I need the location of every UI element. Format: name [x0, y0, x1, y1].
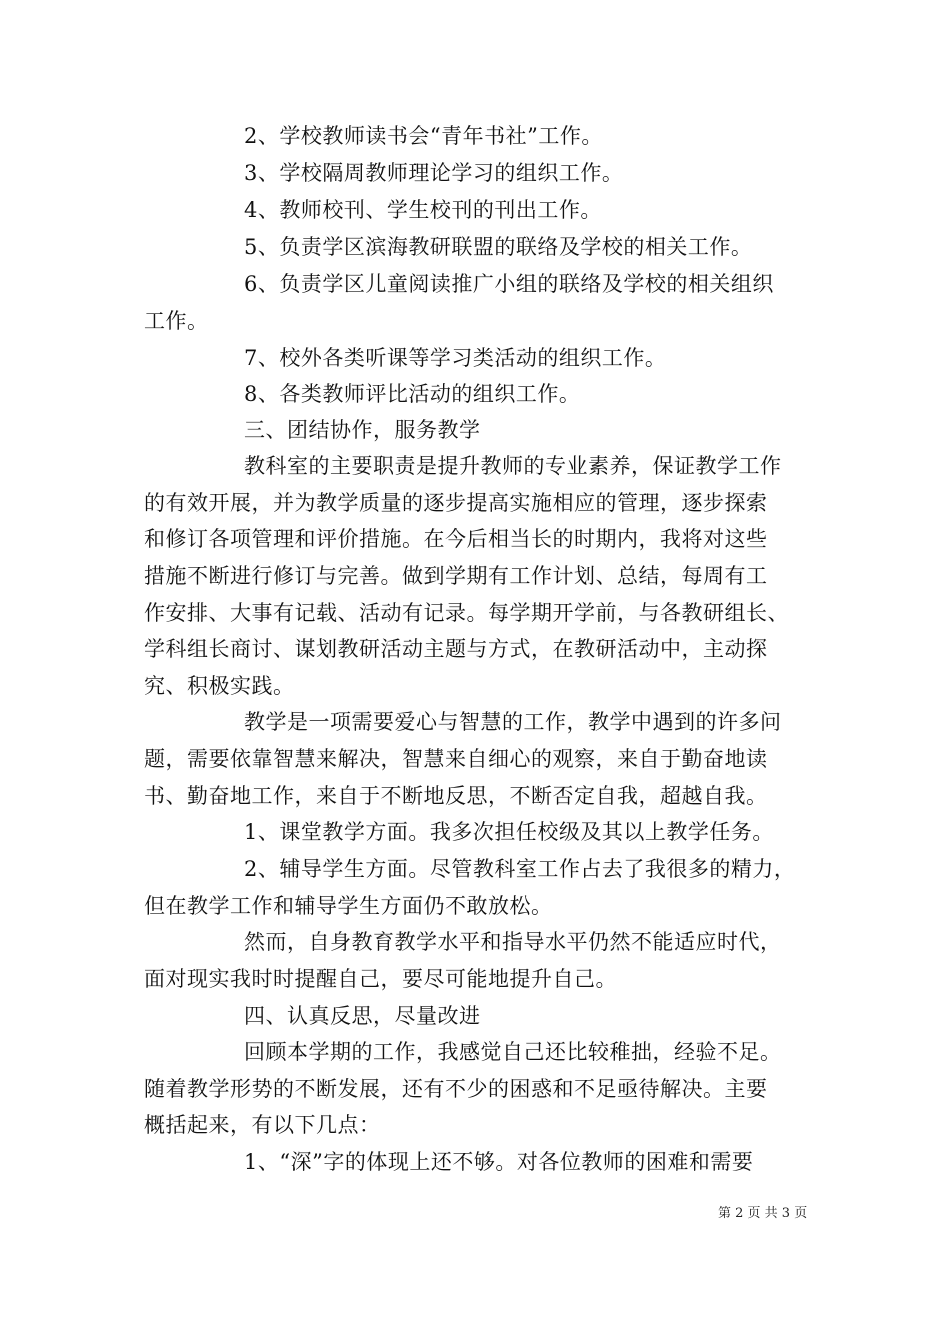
- text-line: 5、负责学区滨海教研联盟的联络及学校的相关工作。: [244, 235, 753, 259]
- text-line: 但在教学工作和辅导学生方面仍不敢放松。: [144, 894, 553, 918]
- text-line: 面对现实我时时提醒自己，要尽可能地提升自己。: [144, 967, 617, 991]
- text-line: 究、积极实践。: [144, 674, 295, 698]
- section-heading: 四、认真反思，尽量改进: [244, 1004, 481, 1028]
- text-line: 教学是一项需要爱心与智慧的工作，教学中遇到的许多问: [244, 710, 782, 734]
- text-line: 然而，自身教育教学水平和指导水平仍然不能适应时代，: [244, 930, 782, 954]
- text-line: 作安排、大事有记载、活动有记录。每学期开学前，与各教研组长、: [144, 601, 789, 625]
- text-line: 随着教学形势的不断发展，还有不少的困惑和不足亟待解决。主要: [144, 1077, 768, 1101]
- text-line: 学科组长商讨、谋划教研活动主题与方式，在教研活动中，主动探: [144, 637, 768, 661]
- text-line: 7、校外各类听课等学习类活动的组织工作。: [244, 346, 667, 370]
- text-line: 8、各类教师评比活动的组织工作。: [244, 382, 581, 406]
- text-line: 回顾本学期的工作，我感觉自己还比较稚拙，经验不足。: [244, 1040, 782, 1064]
- text-line: 2、学校教师读书会“青年书社”工作。: [244, 124, 603, 148]
- text-line: 和修订各项管理和评价措施。在今后相当长的时期内，我将对这些: [144, 527, 768, 551]
- text-line: 3、学校隔周教师理论学习的组织工作。: [244, 161, 624, 185]
- text-line: 1、课堂教学方面。我多次担任校级及其以上教学任务。: [244, 820, 774, 844]
- section-heading: 三、团结协作，服务教学: [244, 418, 481, 442]
- text-line: 概括起来，有以下几点：: [144, 1113, 381, 1137]
- text-line: 教科室的主要职责是提升教师的专业素养，保证教学工作: [244, 454, 782, 478]
- text-line: 的有效开展，并为教学质量的逐步提高实施相应的管理，逐步探索: [144, 491, 768, 515]
- text-line: 工作。: [144, 309, 209, 333]
- text-line: 题，需要依靠智慧来解决，智慧来自细心的观察，来自于勤奋地读: [144, 747, 768, 771]
- text-line: 4、教师校刊、学生校刊的刊出工作。: [244, 198, 602, 222]
- text-line: 措施不断进行修订与完善。做到学期有工作计划、总结，每周有工: [144, 564, 768, 588]
- text-line: 书、勤奋地工作，来自于不断地反思，不断否定自我，超越自我。: [144, 784, 768, 808]
- page-number: 第 2 页 共 3 页: [718, 1206, 808, 1221]
- text-line: 2、辅导学生方面。尽管教科室工作占去了我很多的精力，: [244, 857, 796, 881]
- text-line: 1、“深”字的体现上还不够。对各位教师的困难和需要: [244, 1150, 754, 1174]
- text-line: 6、负责学区儿童阅读推广小组的联络及学校的相关组织: [244, 272, 774, 296]
